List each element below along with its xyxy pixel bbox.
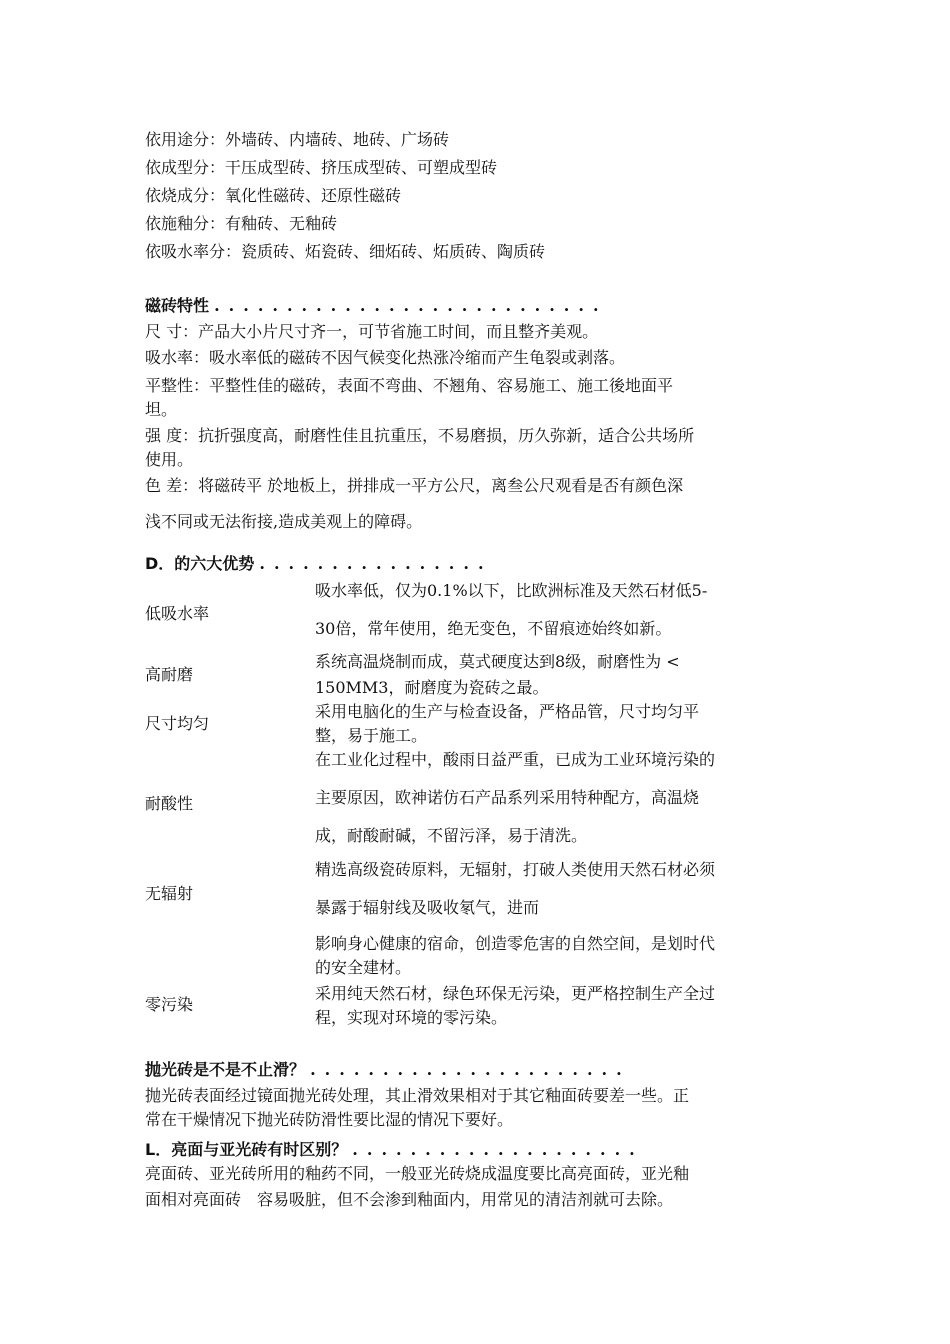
qa1-answer-line-1: 抛光砖表面经过镜面抛光砖处理，其止滑效果相对于其它釉面砖要差一些。正 <box>145 1086 690 1105</box>
qa2-heading-row <box>145 1138 644 1162</box>
advantage-desc-line: 在工业化过程中，酸雨日益严重，已成为工业环境污染的 <box>315 750 716 769</box>
advantage-desc-line: 成，耐酸耐碱，不留污泽，易于清洗。 <box>315 826 588 845</box>
advantage-desc-line: 程，实现对环境的零污染。 <box>315 1008 508 1027</box>
qa1-heading: 抛光砖是不是不止滑？ <box>145 1060 306 1079</box>
advantage-desc-line: 采用电脑化的生产与检查设备，严格品管，尺寸均匀平 <box>315 702 700 721</box>
feature-flat-line-1: 平整性：平整性佳的磁砖，表面不弯曲、不翘角、容易施工、施工後地面平 <box>145 376 674 395</box>
feature-size: 尺 寸：产品大小片尺寸齐一，可节省施工时间，而且整齐美观。 <box>145 322 599 341</box>
qa2-answer-line-1: 亮面砖、亚光砖所用的釉药不同，一般亚光砖烧成温度要比高亮面砖，亚光釉 <box>145 1164 690 1183</box>
advantage-label: 零污染 <box>145 995 194 1014</box>
classification-use: 依用途分：外墙砖、内墙砖、地砖、广场砖 <box>145 130 450 149</box>
advantage-desc-line: 吸水率低，仅为0.1%以下，比欧洲标准及天然石材低5- <box>315 581 708 600</box>
qa2-heading: L．亮面与亚光砖有时区别？ <box>145 1140 348 1159</box>
classification-glaze: 依施釉分：有釉砖、无釉砖 <box>145 214 338 233</box>
qa1-answer-line-2: 常在干燥情况下抛光砖防滑性要比湿的情况下要好。 <box>145 1110 514 1129</box>
advantage-desc-line: 整，易于施工。 <box>315 726 428 745</box>
feature-color-line-1: 色 差：将磁砖平 於地板上，拼排成一平方公尺，离叁公尺观看是否有颜色深 <box>145 476 684 495</box>
advantage-label: 耐酸性 <box>145 794 194 813</box>
advantages-heading-dots: ................ <box>259 554 493 573</box>
advantages-heading-row <box>145 552 493 576</box>
classification-firing: 依烧成分：氧化性磁砖、还原性磁砖 <box>145 186 402 205</box>
qa2-answer-line-2: 面相对亮面砖 容易吸脏，但不会渗到釉面内，用常见的清洁剂就可去除。 <box>145 1190 674 1209</box>
advantage-desc-line: 采用纯天然石材，绿色环保无污染，更严格控制生产全过 <box>315 984 716 1003</box>
advantage-label: 尺寸均匀 <box>145 714 210 733</box>
qa2-heading-dots: .................... <box>352 1140 644 1159</box>
feature-color-line-2: 浅不同或无法衔接,造成美观上的障碍。 <box>145 512 423 531</box>
advantages-heading: D．的六大优势 <box>145 554 255 573</box>
advantage-desc-line: 30倍，常年使用，绝无变色，不留痕迹始终如新。 <box>315 619 672 638</box>
feature-strength-line-2: 使用。 <box>145 450 194 469</box>
advantage-label: 低吸水率 <box>145 604 210 623</box>
advantage-desc-line: 系统高温烧制而成，莫式硬度达到8级，耐磨性为 < <box>315 652 680 671</box>
advantage-desc-line: 150MM3，耐磨度为瓷砖之最。 <box>315 678 549 697</box>
advantage-desc-line: 暴露于辐射线及吸收氡气，进而 <box>315 898 540 917</box>
features-heading: 磁砖特性 <box>145 296 210 315</box>
features-heading-row <box>145 294 608 318</box>
advantage-desc-line: 的安全建材。 <box>315 958 412 977</box>
feature-absorb: 吸水率：吸水率低的磁砖不因气候变化热涨冷缩而产生龟裂或剥落。 <box>145 348 626 367</box>
advantage-label: 无辐射 <box>145 884 194 903</box>
features-heading-dots: ........................... <box>214 296 608 315</box>
advantage-desc-line: 主要原因，欧神诺仿石产品系列采用特种配方，高温烧 <box>315 788 700 807</box>
qa1-heading-row <box>145 1058 631 1082</box>
qa1-heading-dots: ...................... <box>310 1060 631 1079</box>
advantage-desc-line: 精选高级瓷砖原料，无辐射，打破人类使用天然石材必须 <box>315 860 716 879</box>
advantage-desc-line: 影响身心健康的宿命，创造零危害的自然空间，是划时代 <box>315 934 716 953</box>
advantage-label: 高耐磨 <box>145 665 194 684</box>
classification-forming: 依成型分：干压成型砖、挤压成型砖、可塑成型砖 <box>145 158 498 177</box>
classification-absorption: 依吸水率分：瓷质砖、炻瓷砖、细炻砖、炻质砖、陶质砖 <box>145 242 546 261</box>
feature-flat-line-2: 坦。 <box>145 400 178 419</box>
feature-strength-line-1: 强 度：抗折强度高，耐磨性佳且抗重压，不易磨损，历久弥新，适合公共场所 <box>145 426 695 445</box>
